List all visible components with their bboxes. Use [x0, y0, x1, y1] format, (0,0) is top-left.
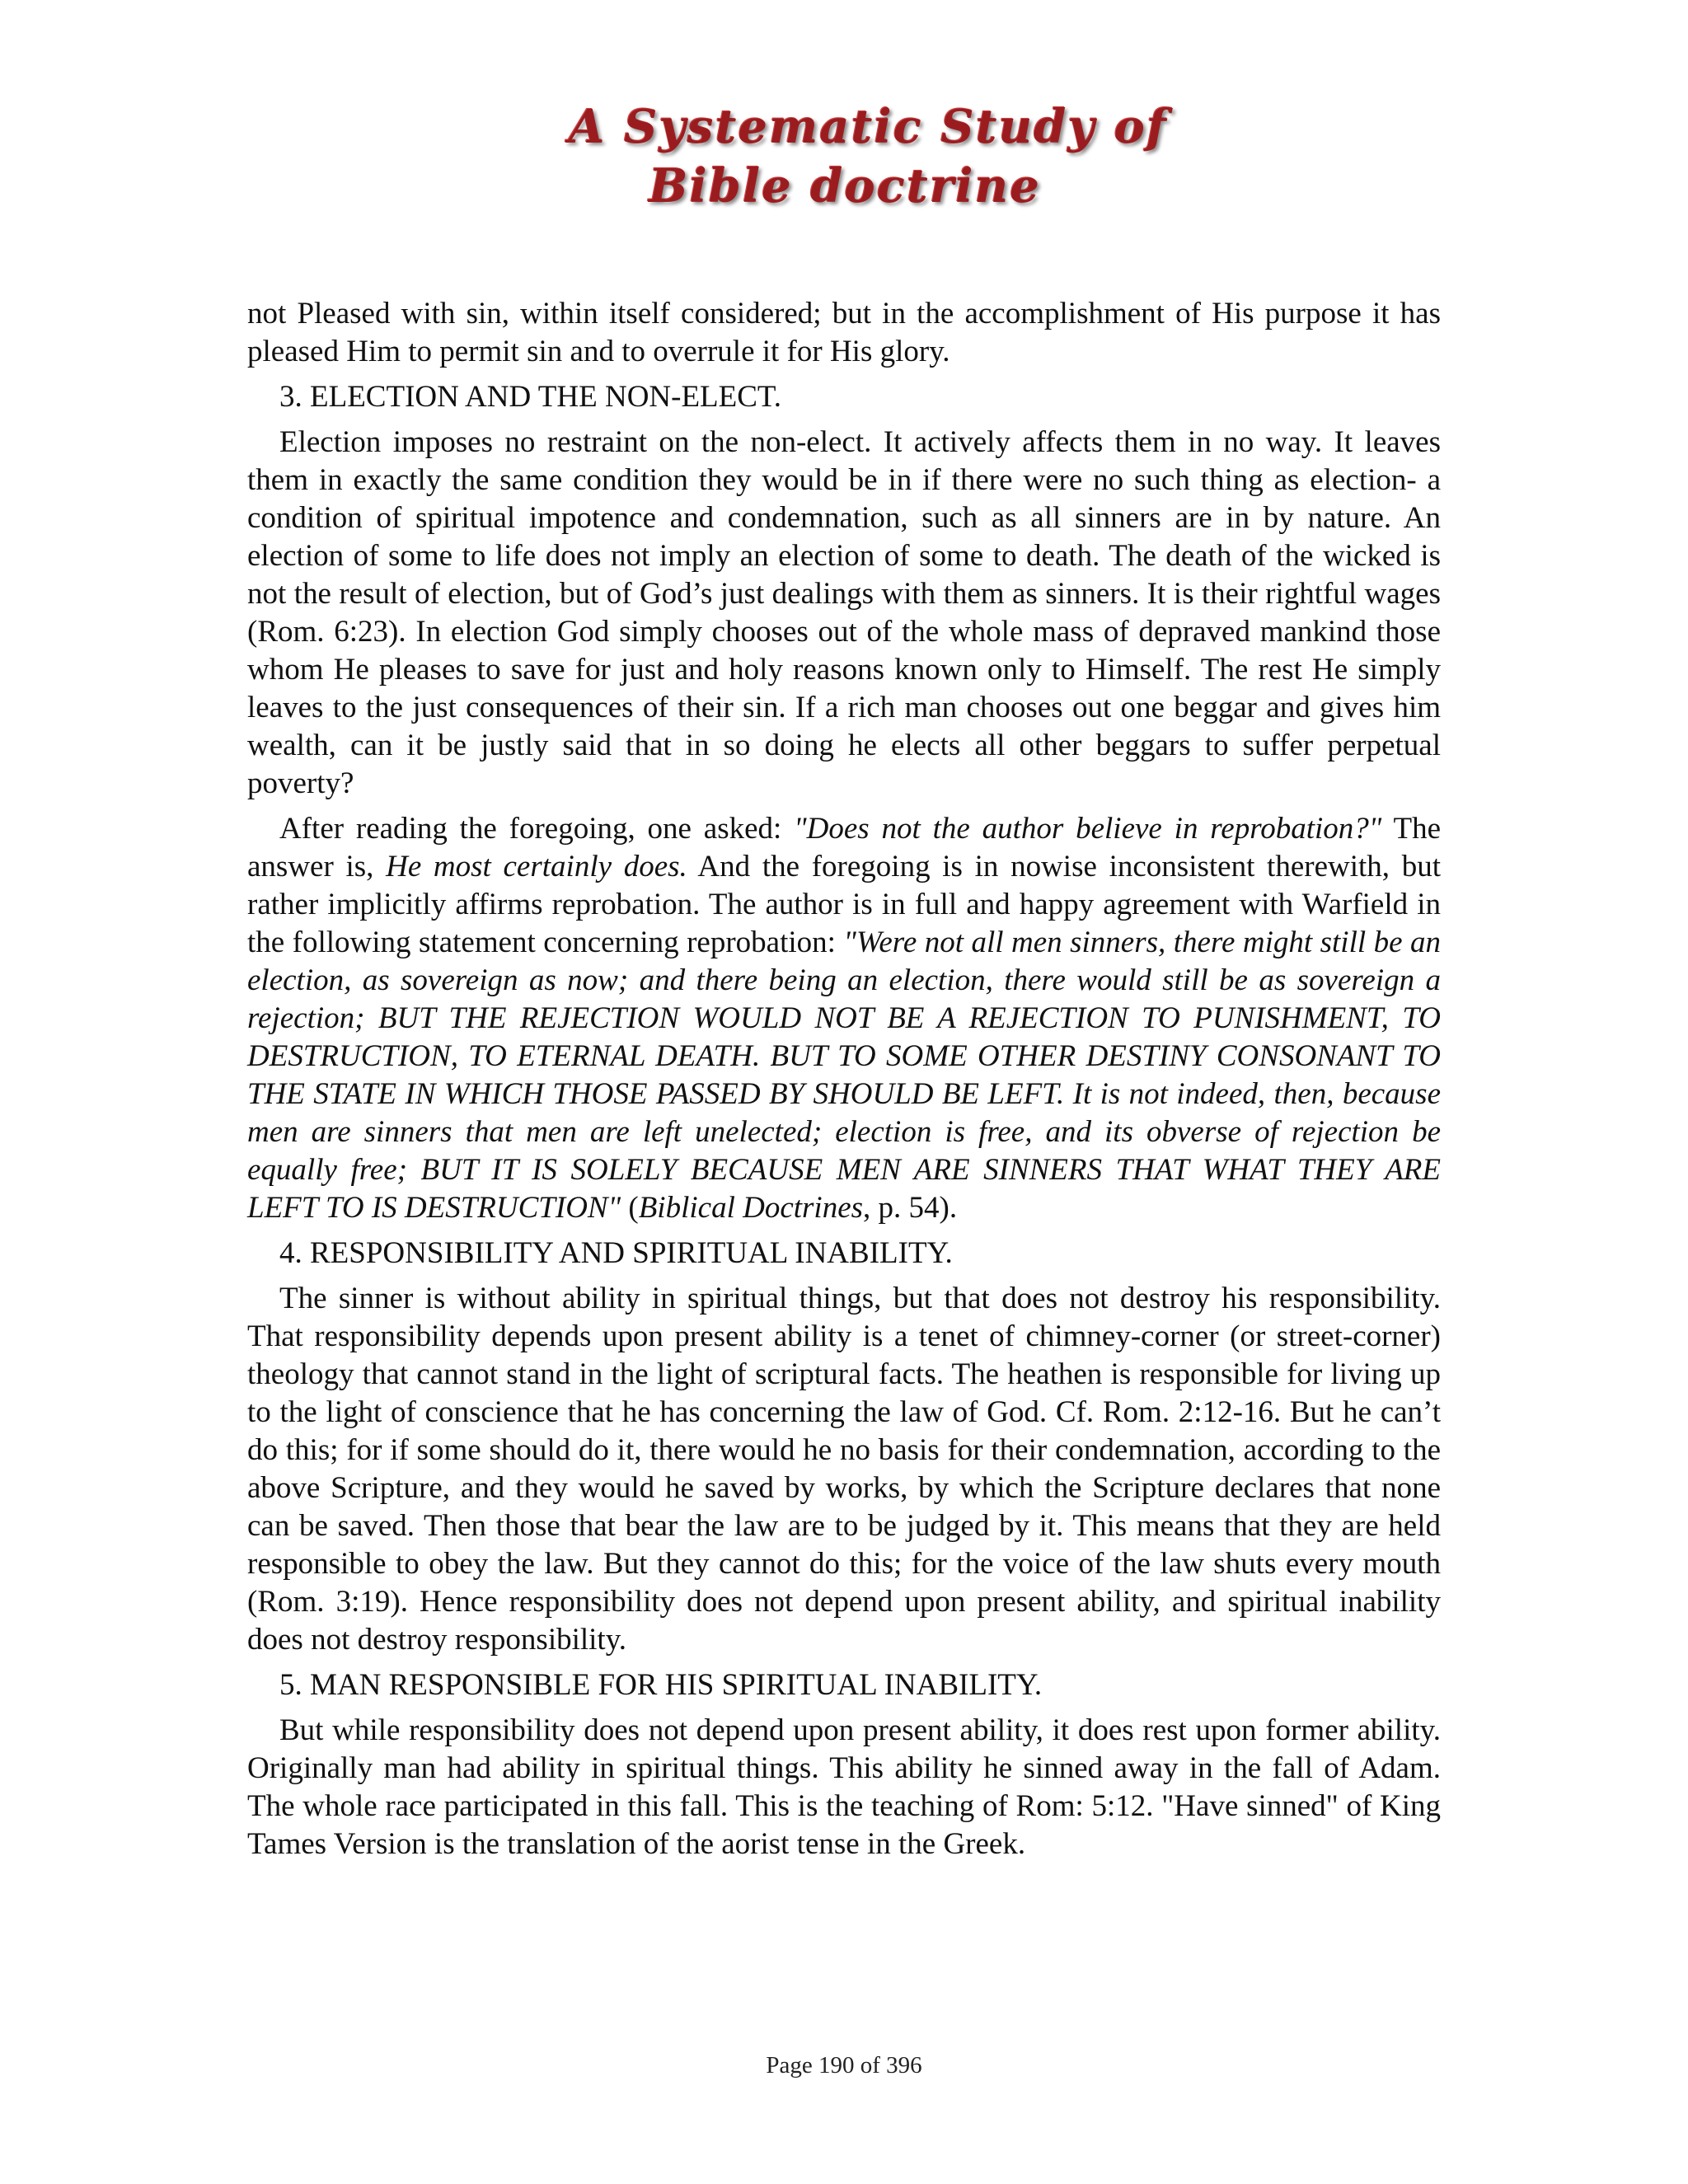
- italic-answer: He most certainly does.: [386, 850, 687, 883]
- section-heading-5: 5. MAN RESPONSIBLE FOR HIS SPIRITUAL INABILITY.: [279, 1668, 1043, 1702]
- text-run: The answer is,: [247, 812, 1441, 883]
- page-number: Page 190 of 396: [766, 2052, 922, 2079]
- text-run: , p. 54).: [863, 1191, 958, 1225]
- header-logo: [569, 97, 1168, 221]
- header-title-line2: Bible doctrine: [649, 159, 1041, 213]
- paragraph-responsibility: The sinner is without ability in spiritual things, but that does not destroy his responsibility. That responsibility depends upon present ability is a tenet of chimney-corner (or street-corner) theology that cannot stand in the light of scriptural facts. The heathen is responsible for living up to the light of conscience that he has concerning the law of God. Cf. Rom. 2:12-16. But he can’t do this; for if some should do it, there would he no basis for their condemnation, according to the above Scripture, and they would he saved by works, by which the Scripture declares that none can be saved. Then those that bear the law are to be judged by it. This means that they are held responsible to obey the law. But they cannot do this; for the voice of the law shuts every mouth (Rom. 3:19). Hence responsibility does not depend upon present ability, and spiritual inability does not destroy responsibility.: [247, 1282, 1441, 1657]
- text-run: After reading the foregoing, one asked:: [279, 812, 795, 846]
- paragraph-reprobation: [247, 810, 1441, 1227]
- italic-book-title: Biblical Doctrines: [638, 1191, 864, 1225]
- paragraph-intro: not Pleased with sin, within itself considered; but in the accomplishment of His purpose it has pleased Him to permit sin and to overrule it for His glory.: [247, 297, 1441, 368]
- text-run: And the foregoing is in nowise inconsistent therewith, but rather implicitly affirms reprobation. The author is in full and happy agreement with Warfield in the following statement concerning reprobation:: [247, 850, 1441, 959]
- header-title-line1: A Systematic Study of: [569, 100, 1168, 154]
- section-heading-4: 4. RESPONSIBILITY AND SPIRITUAL INABILITY.: [279, 1236, 953, 1270]
- paragraph-election: Election imposes no restraint on the non-elect. It actively affects them in no way. It leaves them in exactly the same condition they would be in if there were no such thing as election- a condition of spiritual impotence and condemnation, such as all sinners are in by nature. An election of some to life does not imply an election of some to death. The death of the wicked is not the result of election, but of God’s just dealings with them as sinners. It is their rightful wages (Rom. 6:23). In election God simply chooses out of the whole mass of depraved mankind those whom He pleases to save for just and holy reasons known only to Himself. The rest He simply leaves to the just consequences of their sin. If a rich man chooses out one beggar and gives him wealth, can it be justly said that in so doing he elects all other beggars to suffer perpetual poverty?: [247, 425, 1441, 800]
- italic-quote: "Does not the author believe in reprobation?": [794, 812, 1382, 846]
- paragraph-former-ability: But while responsibility does not depend upon present ability, it does rest upon former ability. Originally man had ability in spiritual things. This ability he sinned away in the fall of Adam. The whole race participated in this fall. This is the teaching of Rom: 5:12. "Have sinned" of King Tames Version is the translation of the aorist tense in the Greek.: [247, 1713, 1441, 1861]
- italic-warfield-quote: "Were not all men sinners, there might still be an election, as sovereign as now; and there being an election, there would still be as sovereign a rejection; BUT THE REJECTION WOULD NOT BE A REJECTION TO PUNISHMENT, TO DESTRUCTION, TO ETERNAL DEATH. BUT TO SOME OTHER DESTINY CONSONANT TO THE STATE IN WHICH THOSE PASSED BY SHOULD BE LEFT. It is not indeed, then, because men are sinners that men are left unelected; election is free, and its obverse of rejection be equally free; BUT IT IS SOLELY BECAUSE MEN ARE SINNERS THAT WHAT THEY ARE LEFT TO IS DESTRUCTION": [247, 926, 1441, 1225]
- section-heading-3: 3. ELECTION AND THE NON-ELECT.: [279, 380, 782, 414]
- text-run: (: [621, 1191, 639, 1225]
- document-body: [247, 295, 1441, 1871]
